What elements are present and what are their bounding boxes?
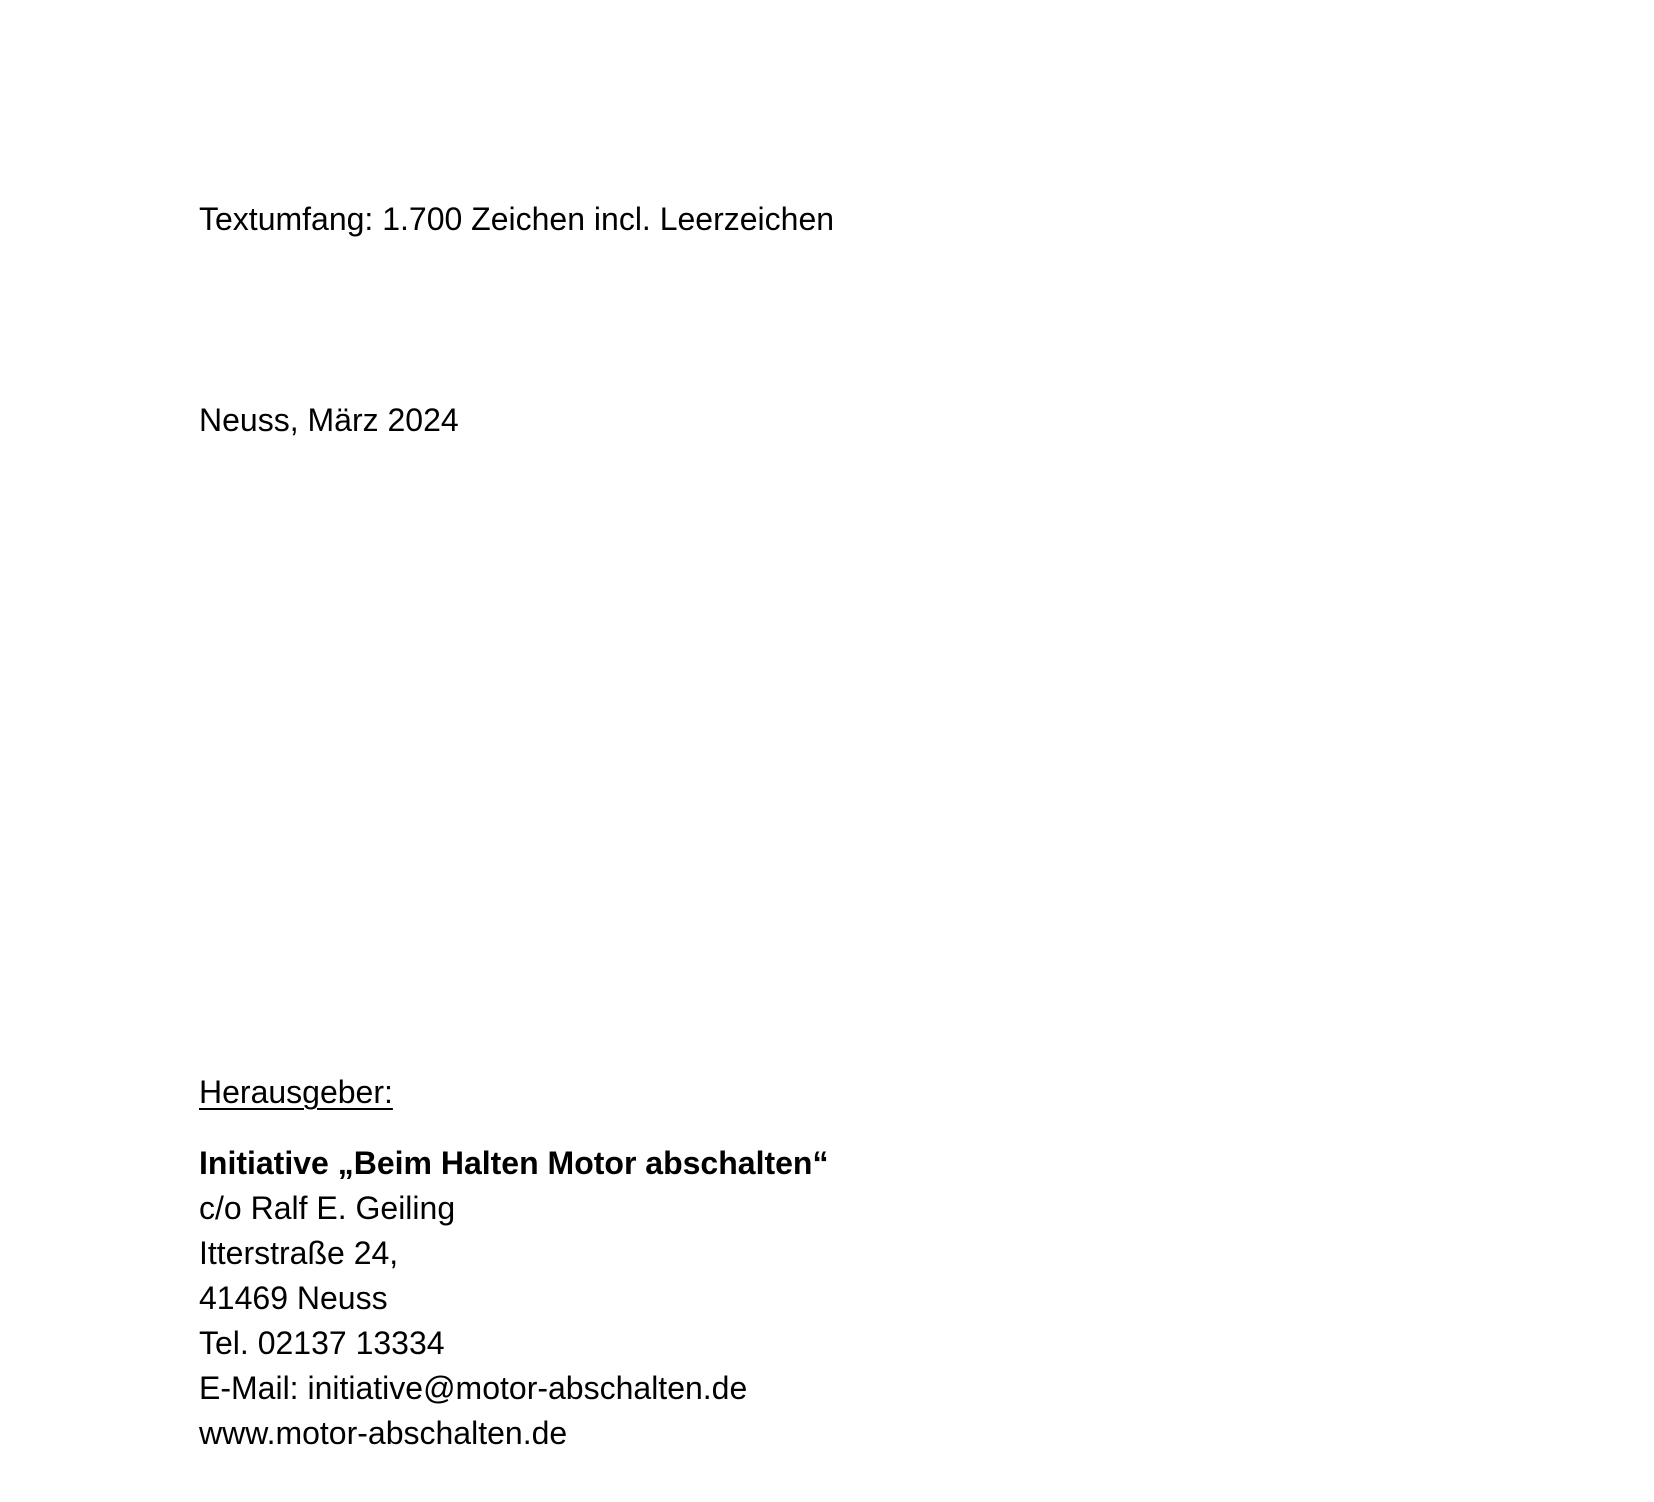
text-length-note: Textumfang: 1.700 Zeichen incl. Leerzeichen — [199, 201, 835, 237]
email-line: E-Mail: initiative@motor-abschalten.de — [199, 1370, 748, 1406]
publisher-heading: Herausgeber: — [199, 1074, 393, 1110]
care-of-line: c/o Ralf E. Geiling — [199, 1190, 456, 1226]
city-line: 41469 Neuss — [199, 1280, 388, 1316]
phone-line: Tel. 02137 13334 — [199, 1325, 445, 1361]
place-date: Neuss, März 2024 — [199, 402, 459, 438]
website-line: www.motor-abschalten.de — [199, 1415, 568, 1451]
publisher-address-block — [199, 1141, 828, 1456]
organization-name: Initiative „Beim Halten Motor abschalten“ — [199, 1145, 829, 1181]
street-line: Itterstraße 24, — [199, 1235, 399, 1271]
